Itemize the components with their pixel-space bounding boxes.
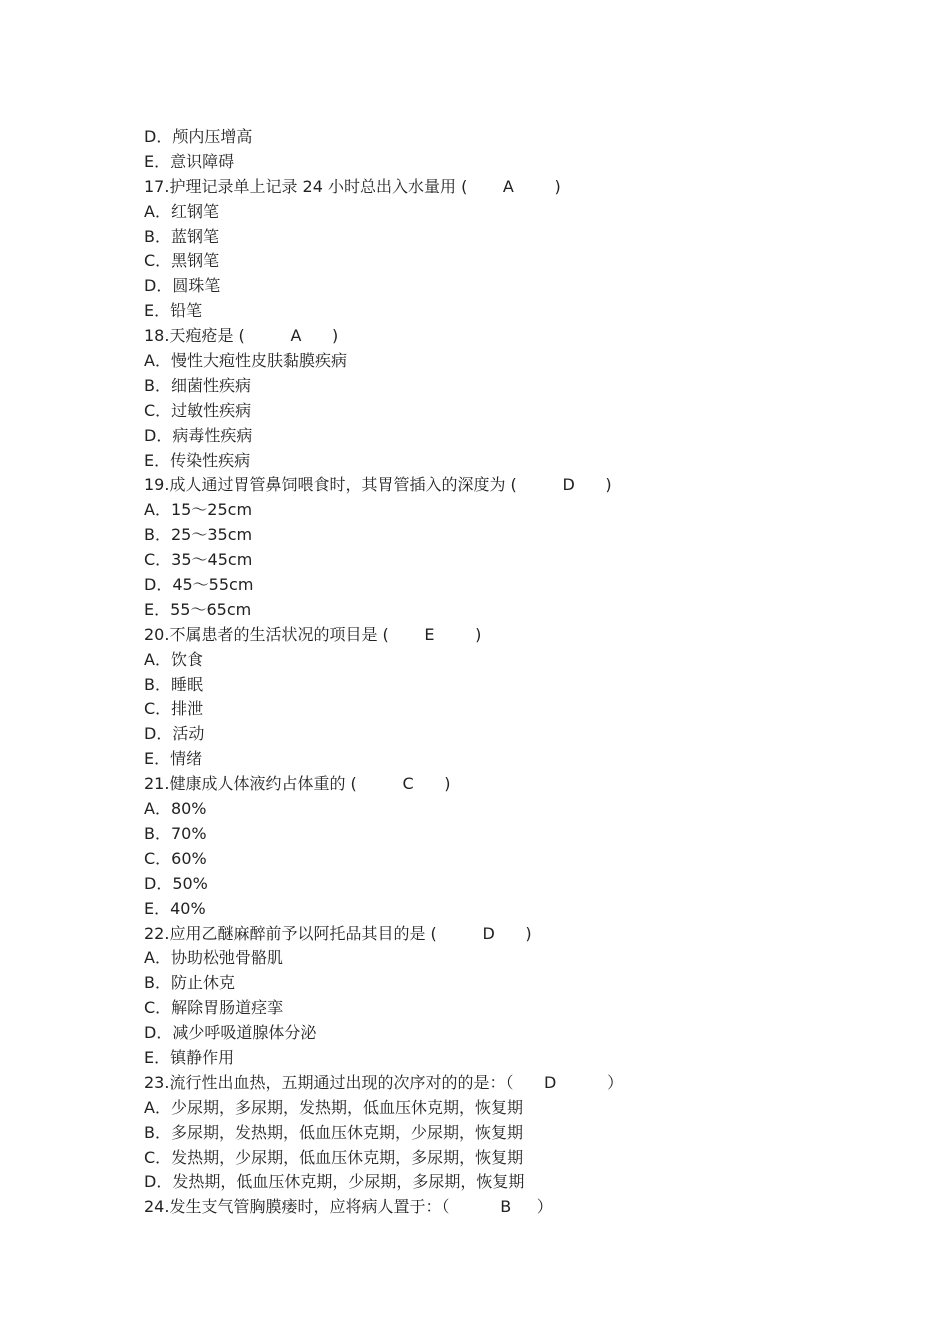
question-line: 19.成人通过胃管鼻饲喂食时，其胃管插入的深度为 ( D ) (144, 475, 612, 495)
option-line: D．活动 (144, 724, 205, 744)
option-line: D．减少呼吸道腺体分泌 (144, 1023, 317, 1043)
question-line: 24.发生支气管胸膜瘘时，应将病人置于：（ B ） (144, 1197, 553, 1217)
question-line: 21.健康成人体液约占体重的 ( C ) (144, 774, 451, 794)
option-line: E．55～65cm (144, 599, 252, 619)
question-line: 22.应用乙醚麻醉前予以阿托品其目的是 ( D ) (144, 923, 532, 943)
option-line: B．蓝钢笔 (144, 226, 219, 246)
option-line: A．协助松弛骨骼肌 (144, 948, 283, 968)
question-line: 18.天疱疮是 ( A ) (144, 326, 339, 346)
option-line: C．60% (144, 848, 207, 868)
option-line: B．70% (144, 823, 207, 843)
option-line: E．镇静作用 (144, 1047, 235, 1067)
document-page (144, 125, 844, 1220)
option-line: D．颅内压增高 (144, 127, 253, 146)
option-line: E．情绪 (144, 749, 203, 769)
option-line: C．黑钢笔 (144, 251, 220, 271)
option-line: C．35～45cm (144, 550, 253, 570)
option-line: A．15～25cm (144, 500, 253, 520)
option-line: A．80% (144, 799, 207, 819)
option-line: B．睡眠 (144, 674, 203, 694)
option-line: D．发热期，低血压休克期，少尿期，多尿期，恢复期 (144, 1172, 525, 1192)
option-line: D．45～55cm (144, 575, 254, 595)
question-line: 20.不属患者的生活状况的项目是 ( E ) (144, 624, 482, 644)
option-line: E．40% (144, 898, 206, 918)
question-line: 17.护理记录单上记录 24 小时总出入水量用 ( A ) (144, 176, 561, 196)
option-line: E．意识障碍 (144, 151, 235, 171)
option-line: B．细菌性疾病 (144, 375, 251, 395)
option-line: C．过敏性疾病 (144, 400, 252, 420)
option-line: C．解除胃肠道痉挛 (144, 998, 284, 1018)
option-line: B．25～35cm (144, 525, 253, 545)
question-line: 23.流行性出血热，五期通过出现的次序对的的是：（ D ） (144, 1072, 624, 1092)
option-line: D．病毒性疾病 (144, 425, 253, 445)
option-line: D．圆珠笔 (144, 276, 221, 296)
option-line: E．铅笔 (144, 301, 203, 321)
option-line: A．少尿期，多尿期，发热期，低血压休克期，恢复期 (144, 1097, 523, 1117)
option-line: A．慢性大疱性皮肤黏膜疾病 (144, 351, 347, 371)
option-line: B．防止休克 (144, 973, 235, 993)
option-line: E．传染性疾病 (144, 450, 251, 470)
option-line: B．多尿期，发热期，低血压休克期，少尿期，恢复期 (144, 1122, 523, 1142)
option-line: A．饮食 (144, 649, 203, 669)
option-line: C．排泄 (144, 699, 204, 719)
option-line: A．红钢笔 (144, 201, 219, 221)
option-line: D．50% (144, 873, 208, 893)
option-line: C．发热期，少尿期，低血压休克期，多尿期，恢复期 (144, 1147, 524, 1167)
